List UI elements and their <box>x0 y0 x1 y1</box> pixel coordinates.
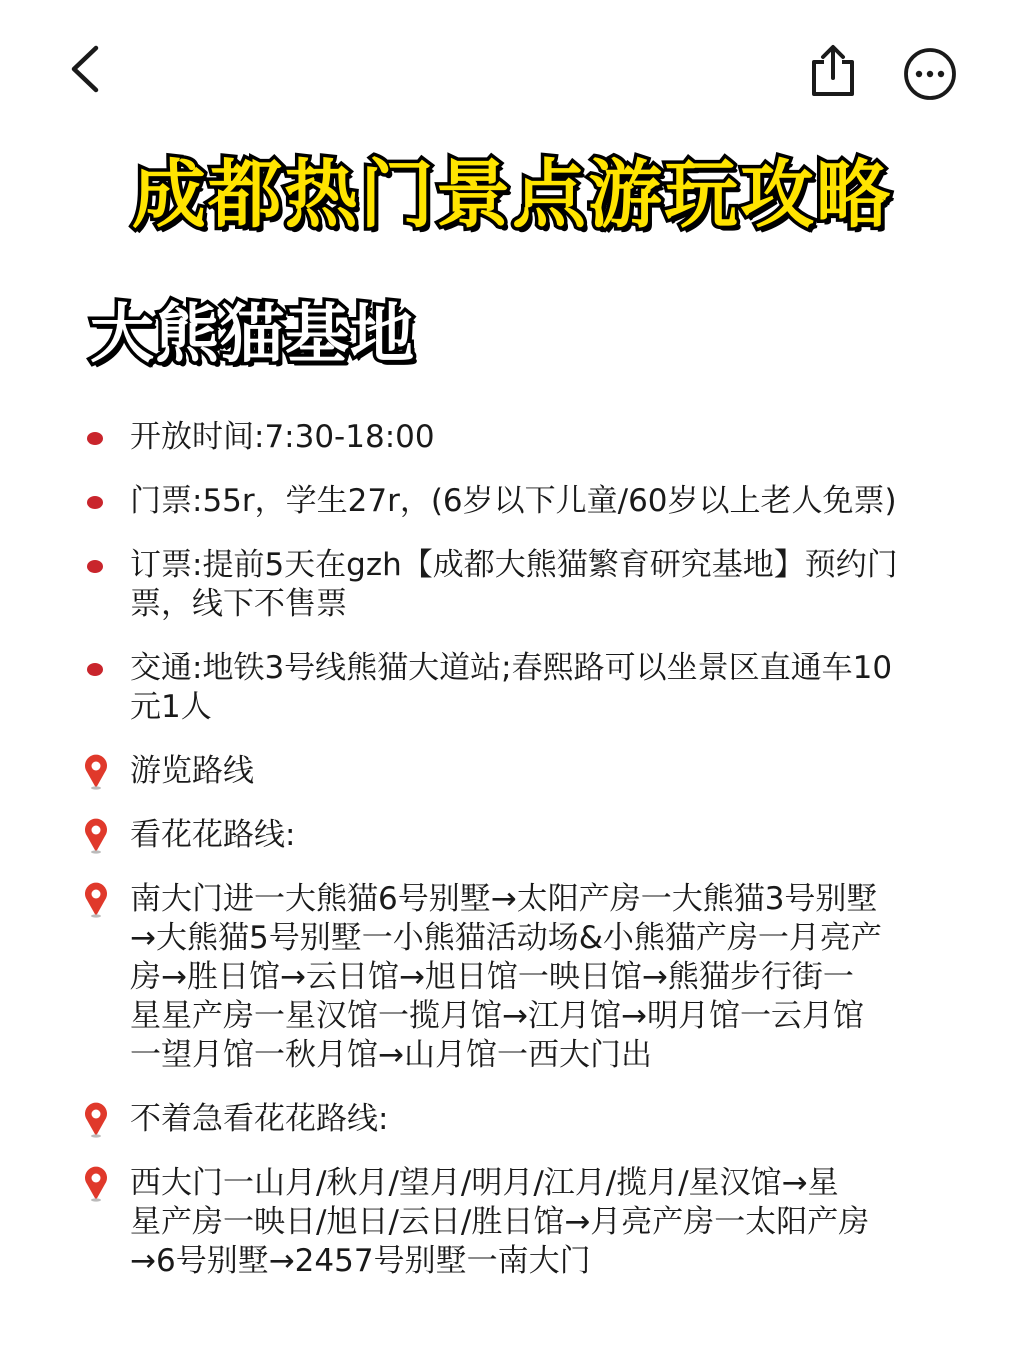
item-text: 西大门一山月/秋月/望月/明月/江月/揽月/星汉馆→星 星产房一映日/旭日/云日/胜日馆→月亮产房一太阳产房 →6号别墅→2457号别墅一南大门 <box>130 1165 870 1279</box>
page-title: 成都热门景点游玩攻略 <box>132 152 892 238</box>
item-text: 交通:地铁3号线熊猫大道站;春熙路可以坐景区直通车10 元1人 <box>130 650 893 725</box>
chevron-left-icon[interactable] <box>62 42 112 96</box>
list-item <box>0 752 1024 791</box>
list-item <box>0 418 1024 457</box>
pin-icon <box>80 1166 112 1202</box>
red-dot-icon <box>84 558 106 575</box>
item-text: 门票:55r，学生27r，(6岁以下儿童/60岁以上老人免票) <box>130 483 897 519</box>
pin-icon <box>80 754 112 790</box>
more-icon[interactable] <box>902 46 958 102</box>
list-item <box>0 482 1024 521</box>
item-text: 游览路线 <box>130 753 254 789</box>
list-item <box>0 880 1024 1075</box>
item-text: 订票:提前5天在gzh【成都大熊猫繁育研究基地】预约门 票，线下不售票 <box>130 547 898 622</box>
pin-icon <box>80 1102 112 1138</box>
list-item <box>0 649 1024 727</box>
item-text: 不着急看花花路线: <box>130 1101 389 1137</box>
share-icon[interactable] <box>806 42 860 100</box>
top-bar <box>0 0 1024 140</box>
section-title: 大熊猫基地 <box>90 298 415 372</box>
list-item <box>0 546 1024 624</box>
red-dot-icon <box>84 430 106 447</box>
red-dot-icon <box>84 494 106 511</box>
list-item <box>0 816 1024 855</box>
guide-list <box>0 418 1024 1306</box>
list-item <box>0 1100 1024 1139</box>
red-dot-icon <box>84 661 106 678</box>
pin-icon <box>80 882 112 918</box>
item-text: 开放时间:7:30-18:00 <box>130 419 435 455</box>
pin-icon <box>80 818 112 854</box>
list-item <box>0 1164 1024 1281</box>
item-text: 看花花路线: <box>130 817 296 853</box>
item-text: 南大门进一大熊猫6号别墅→太阳产房一大熊猫3号别墅 →大熊猫5号别墅一小熊猫活动场&小熊猫产房一月亮产 房→胜日馆→云日馆→旭日馆一映日馆→熊猫步行街一 星星产房一星汉馆一揽月馆→江月馆→明月馆一云月馆 一望月馆一秋月馆→山月馆一西大门出 <box>130 881 882 1073</box>
